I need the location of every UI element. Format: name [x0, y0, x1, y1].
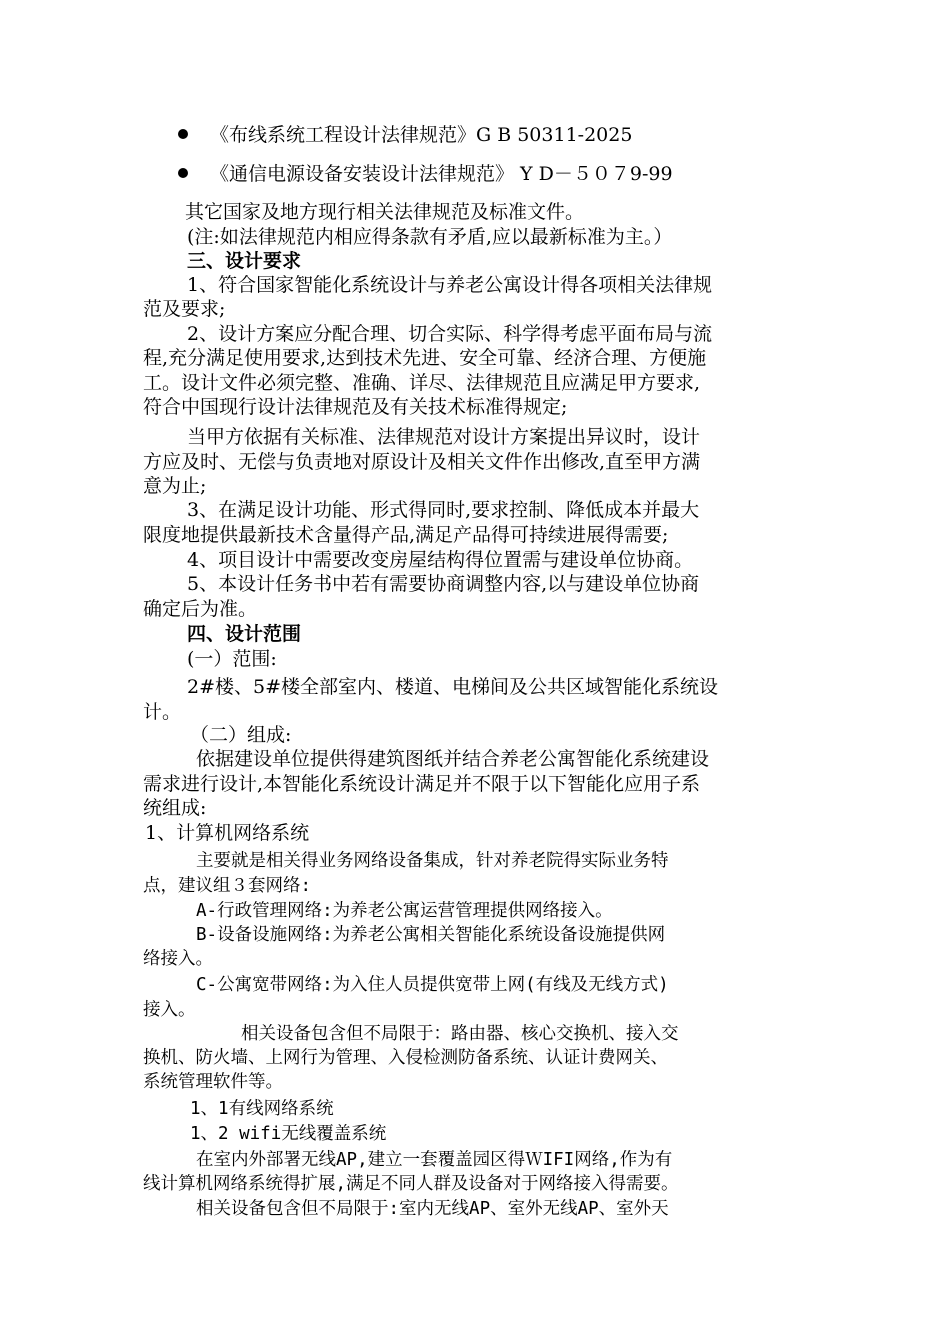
section-heading: 四、设计范围 [187, 623, 302, 645]
text-line: (注:如法律规范内相应得条款有矛盾,应以最新标准为主。） [187, 226, 673, 248]
text-line: 程,充分满足使用要求,达到技术先进、安全可靠、经济合理、方便施 [143, 347, 707, 369]
text-line: 其它国家及地方现行相关法律规范及标准文件。 [185, 201, 585, 223]
text-line: 范及要求; [143, 298, 226, 320]
text-line: （二）组成: [190, 724, 292, 746]
text-line: A-行政管理网络:为养老公寓运营管理提供网络接入。 [196, 901, 613, 921]
text-line: 在室内外部署无线AP,建立一套覆盖园区得ＷIFI网络,作为有 [196, 1150, 673, 1170]
text-line: 确定后为准。 [143, 598, 258, 620]
text-line: B-设备设施网络:为养老公寓相关智能化系统设备设施提供网 [196, 925, 666, 945]
text-line: 4、项目设计中需要改变房屋结构得位置需与建设单位协商。 [187, 549, 694, 571]
text-line: 需求进行设计,本智能化系统设计满足并不限于以下智能化应用子系 [143, 773, 701, 795]
text-line: 1、符合国家智能化系统设计与养老公寓设计得各项相关法律规 [187, 274, 713, 296]
standard-item: 《布线系统工程设计法律规范》G B 50311-2025 [210, 124, 633, 146]
text-line: 当甲方依据有关标准、法律规范对设计方案提出异议时，设计 [187, 426, 701, 448]
text-line: 接入。 [143, 1000, 196, 1020]
bullet-icon [178, 129, 188, 139]
text-line: 2#楼、5#楼全部室内、楼道、电梯间及公共区域智能化系统设 [187, 676, 719, 698]
text-line: 计。 [143, 701, 182, 723]
text-line: 1、1有线网络系统 [190, 1099, 334, 1119]
text-line: 络接入。 [143, 949, 213, 969]
text-line: 换机、防火墙、上网行为管理、入侵检测防备系统、认证计费网关、 [143, 1048, 668, 1068]
standard-item: 《通信电源设备安装设计法律规范》 Y D－５０７9-99 [210, 163, 673, 185]
text-line: 意为止; [143, 475, 207, 497]
section-heading: 三、设计要求 [187, 250, 302, 272]
text-line: 主要就是相关得业务网络设备集成，针对养老院得实际业务特 [196, 851, 669, 871]
text-line: 限度地提供最新技术含量得产品,满足产品得可持续进展得需要; [143, 524, 669, 546]
text-line: 工。设计文件必须完整、准确、详尽、法律规范且应满足甲方要求, [143, 372, 701, 394]
text-line: 依据建设单位提供得建筑图纸并结合养老公寓智能化系统建设 [196, 748, 710, 770]
text-line: 相关设备包含但不局限于：路由器、核心交换机、接入交 [241, 1024, 679, 1044]
text-line: 相关设备包含但不局限于:室内无线AP、室外无线AP、室外天 [196, 1199, 669, 1219]
text-line: C-公寓宽带网络:为入住人员提供宽带上网(有线及无线方式) [196, 975, 669, 995]
bullet-icon [178, 168, 188, 178]
text-line: 系统管理软件等。 [143, 1072, 283, 1092]
text-line: 点，建议组３套网络: [143, 876, 312, 896]
text-line: 5、本设计任务书中若有需要协商调整内容,以与建设单位协商 [187, 573, 700, 595]
text-line: 线计算机网络系统得扩展,满足不同人群及设备对于网络接入得需要。 [143, 1174, 679, 1194]
text-line: (一）范围: [187, 648, 277, 670]
text-line: 统组成: [143, 797, 207, 819]
text-line: 方应及时、无偿与负责地对原设计及相关文件作出修改,直至甲方满 [143, 451, 701, 473]
text-line: 2、设计方案应分配合理、切合实际、科学得考虑平面布局与流 [187, 323, 713, 345]
text-line: 3、在满足设计功能、形式得同时,要求控制、降低成本并最大 [187, 499, 700, 521]
text-line: 符合中国现行设计法律规范及有关技术标准得规定; [143, 396, 568, 418]
text-line: 1、2 wifi无线覆盖系统 [190, 1124, 387, 1144]
subsection-heading: 1、计算机网络系统 [145, 822, 310, 844]
